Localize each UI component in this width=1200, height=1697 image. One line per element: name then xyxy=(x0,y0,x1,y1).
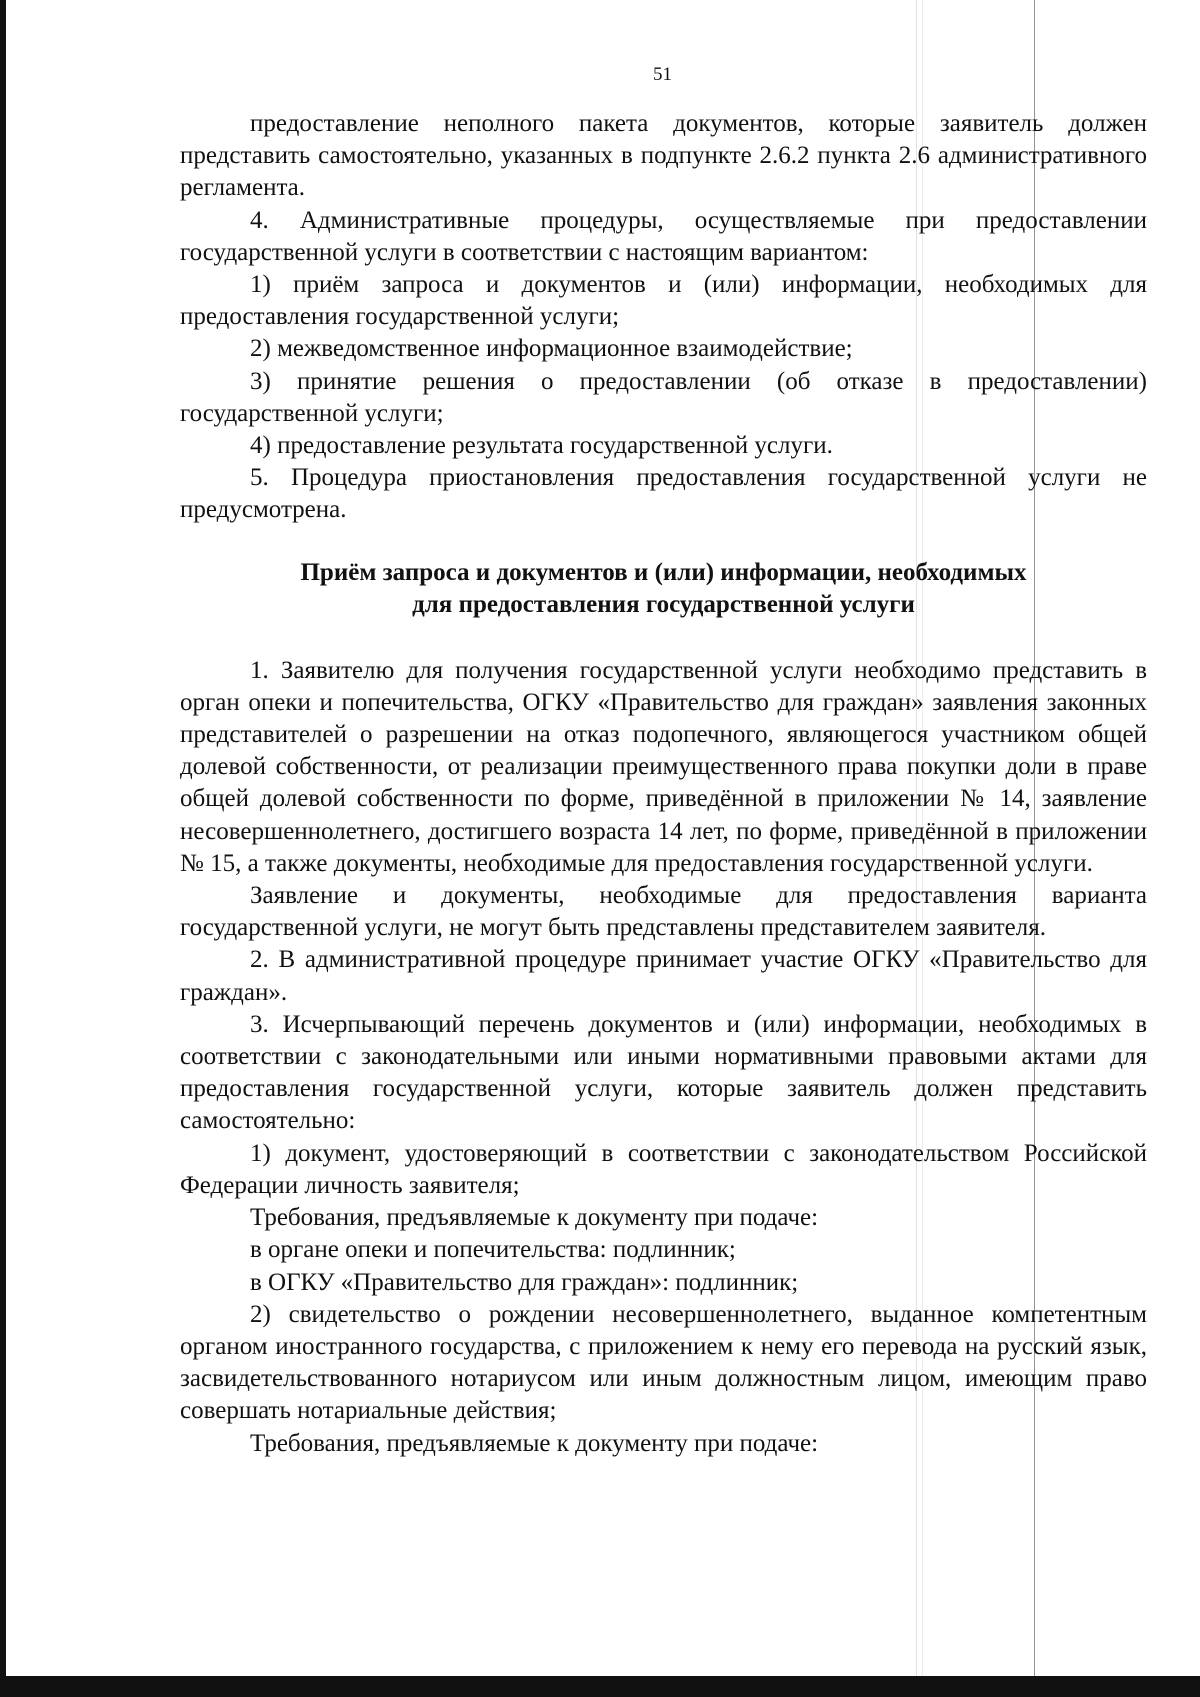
scan-edge-left xyxy=(0,0,6,1697)
paragraph: в ОГКУ «Правительство для граждан»: подлинник; xyxy=(250,1268,799,1296)
paragraph: 2. В административной процедуре принимает участие ОГКУ «Правительство для граждан». xyxy=(180,946,1147,1006)
paragraph: 2) свидетельство о рождении несовершеннолетнего, выданное компетентным органом иностранного государства, с приложением к нему его перевода на русский язык, засвидетельствованного нотариусом или иным должностным лицом, имеющим право совершать нотариальные действия; xyxy=(180,1300,1147,1425)
paragraph: Требования, предъявляемые к документу при подаче: xyxy=(250,1204,819,1232)
paragraph: 1. Заявителю для получения государственной услуги необходимо представить в орган опеки и попечительства, ОГКУ «Правительство для граждан» заявления законных представителей о разрешении на отказ подопечного, являющегося участником общей долевой собственности, от реализации преимущественного права покупки доли в праве общей долевой собственности по форме, приведённой в приложении № 14, заявление несовершеннолетнего, достигшего возраста 14 лет, по форме, приведённой в приложении № 15, а также документы, необходимые для предоставления государственной услуги. xyxy=(180,656,1147,877)
paragraph: 5. Процедура приостановления предоставления государственной услуги не предусмотрена. xyxy=(180,464,1147,524)
section-heading xyxy=(180,557,1147,621)
paragraph: 2) межведомственное информационное взаимодействие; xyxy=(250,335,853,363)
paragraph: предоставление неполного пакета документов, которые заявитель должен представить самостоятельно, указанных в подпункте 2.6.2 пункта 2.6 административного регламента. xyxy=(180,110,1147,202)
paragraph: 3) принятие решения о предоставлении (об отказе в предоставлении) государственной услуги; xyxy=(180,367,1147,427)
section-heading-line-2: для предоставления государственной услуги xyxy=(412,590,915,618)
paragraph: 1) приём запроса и документов и (или) информации, необходимых для предоставления государственной услуги; xyxy=(180,271,1147,331)
paragraph: 1) документ, удостоверяющий в соответствии с законодательством Российской Федерации личность заявителя; xyxy=(180,1139,1147,1199)
paragraph: 4. Административные процедуры, осуществляемые при предоставлении государственной услуги в соответствии с настоящим вариантом: xyxy=(180,206,1147,266)
section-heading-line-1: Приём запроса и документов и (или) информации, необходимых xyxy=(300,558,1027,586)
scan-edge-bottom xyxy=(0,1676,1200,1697)
paragraph: Заявление и документы, необходимые для предоставления варианта государственной услуги, не могут быть представлены представителем заявителя. xyxy=(180,882,1147,942)
paragraphs-after xyxy=(180,655,1147,1460)
paragraph: Требования, предъявляемые к документу при подаче: xyxy=(250,1429,819,1457)
page-number: 51 xyxy=(653,64,672,85)
paragraph: в органе опеки и попечительства: подлинник; xyxy=(250,1236,736,1264)
paragraph: 3. Исчерпывающий перечень документов и (или) информации, необходимых в соответствии с законодательными или иными нормативными правовыми актами для предоставления государственной услуги, которые заявитель должен представить самостоятельно: xyxy=(180,1010,1147,1135)
document-body xyxy=(180,108,1147,1460)
paragraph: 4) предоставление результата государственной услуги. xyxy=(250,432,833,460)
paragraphs-before xyxy=(180,108,1147,527)
